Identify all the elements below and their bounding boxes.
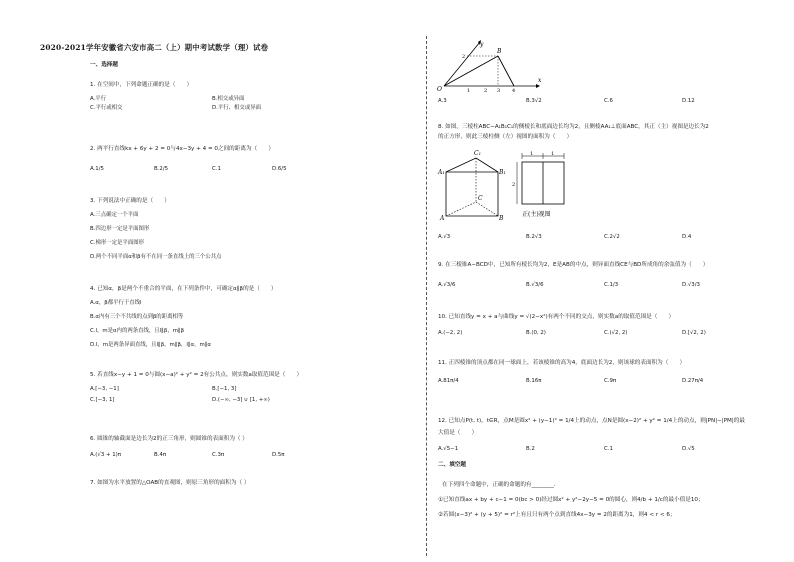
q12-stem-line2: 大值是（ ） <box>438 430 478 436</box>
q7-option-d: D.12 <box>682 98 695 104</box>
q10-option-d: D.[√2, 2) <box>682 330 706 336</box>
q2-option-a: A.1/5 <box>90 166 104 172</box>
q1-option-d: D.平行、相交或异面 <box>212 105 261 111</box>
q9-option-b: B.√3/6 <box>526 282 544 288</box>
q6-option-d: D.5π <box>272 452 285 458</box>
section-choice-heading: 一、选择题 <box>90 62 118 68</box>
q13-statement-1: ①已知直线ax + by + c−1 = 0(bc > 0)经过圆x² + y²−2y−5 = 0的圆心，则4/b + 1/c的最小值是10； <box>438 497 704 503</box>
q12-option-a: A.√5−1 <box>438 446 459 452</box>
q7-stem: 7. 如图为水平放置的△OAB的直观图，则原三角形的面积为（ ） <box>90 480 250 486</box>
q5-stem: 5. 若直线x−y + 1 = 0与圆(x−a)² + y² = 2有公共点，则实数a取值范围是（ ） <box>90 372 303 378</box>
q12-stem-line1: 12. 已知点P(t, t)，t∈R，点M是圆x² + (y−1)² = 1/4上的动点，点N是圆(x−2)² + y² = 1/4上的动点，则|PN|−|PM|的最 <box>438 418 745 424</box>
fig8-caption: 正(主)视图 <box>522 211 551 218</box>
q7-option-b: B.3√2 <box>526 98 542 104</box>
q4-option-b: B.α内有三个不共线的点到β的距离相等 <box>90 314 184 320</box>
q2-stem: 2. 两平行直线kx + 6y + 2 = 0与4x−3y + 4 = 0之间的距离为（ ） <box>90 146 274 152</box>
section-fill-heading: 二、填空题 <box>438 462 466 468</box>
fig8-width-right-label: 1 <box>551 151 555 157</box>
q1-stem: 1. 在空间中，下列命题正确的是（ ） <box>90 82 193 88</box>
q9-option-a: A.√3/6 <box>438 282 456 288</box>
q13-statement-2: ②若圆(x−3)² + (y + 5)² = r²上有且只有两个点到直线4x−3y = 2的距离为1，则4 < r < 6； <box>438 512 676 518</box>
q8-option-a: A.√3 <box>438 234 451 240</box>
fig7-tick-1: 1 <box>467 88 471 92</box>
q1-option-b: B.相交或异面 <box>212 96 245 102</box>
q2-option-b: B.2/5 <box>154 166 169 172</box>
fig8-b1-label: B₁ <box>499 169 506 176</box>
q2-option-d: D.6/5 <box>272 166 287 172</box>
q8-prism-figure <box>436 144 508 224</box>
q3-stem: 3. 下列说法中正确的是（ ） <box>90 198 170 204</box>
q4-option-c: C.l，m是α内的两条直线，且l∥β，m∥β <box>90 328 185 334</box>
q12-option-c: C.1 <box>604 446 613 452</box>
q7-option-c: C.6 <box>604 98 613 104</box>
q5-option-b: B.[−1, 3] <box>212 386 237 392</box>
q10-option-b: B.(0, 2) <box>526 330 546 336</box>
fig7-y-label: y <box>480 41 484 48</box>
q9-option-c: C.1/3 <box>604 282 619 288</box>
q8-stem-line1: 8. 如图，三棱柱ABC−A₁B₁C₁的侧棱长和底面边长均为2，且侧棱AA₁⊥底面ABC，其正（主）视图是边长为2 <box>438 124 709 130</box>
fig7-x-label: x <box>538 77 542 84</box>
q11-option-b: B.16π <box>526 378 542 384</box>
q10-option-a: A.(−2, 2) <box>438 330 463 336</box>
column-divider <box>426 36 427 556</box>
q3-option-c: C.梯形一定是平面图形 <box>90 240 144 246</box>
q6-option-a: A.(√3 + 1)π <box>90 452 121 458</box>
q8-front-view-figure <box>510 150 574 226</box>
fig8-b-label: B <box>499 215 504 222</box>
fig8-width-left-label: 1 <box>530 151 534 157</box>
q10-option-c: C.(√2, 2) <box>604 330 628 336</box>
fig7-y-tick-2: 2 <box>462 54 466 60</box>
q7-oblique-figure <box>434 36 544 92</box>
q9-stem: 9. 在三棱锥A−BCD中，已知所有棱长均为2，E是AB的中点，则异面直线CE与BD所成角的余弦值为（ ） <box>438 262 709 268</box>
q8-stem-line2: 的正方形，则此三棱柱侧（左）视图的面积为（ ） <box>438 134 573 140</box>
q4-option-a: A.α，β都平行于直线l <box>90 300 142 306</box>
q3-option-b: B.四边形一定是平面图形 <box>90 226 150 232</box>
q2-option-c: C.1 <box>212 166 221 172</box>
q11-option-c: C.9π <box>604 378 617 384</box>
q4-option-d: D.l，m是两条异面直线，且l∥β，m∥β，l∥α，m∥α <box>90 342 211 348</box>
q11-option-a: A.81π/4 <box>438 378 459 384</box>
q8-option-d: D.4 <box>682 234 692 240</box>
fig7-origin-label: O <box>437 86 442 92</box>
fig8-a-label: A <box>440 215 445 222</box>
q6-option-c: C.3π <box>212 452 225 458</box>
q8-option-c: C.2√2 <box>604 234 620 240</box>
q6-stem: 6. 圆锥的轴截面是边长为2的正三角形，则圆锥的表面积为（ ） <box>90 436 248 442</box>
fig7-tick-3: 3 <box>497 88 501 92</box>
q5-option-c: C.[−3, 1] <box>90 397 115 403</box>
q12-option-b: B.2 <box>526 446 535 452</box>
q8-option-b: B.2√3 <box>526 234 542 240</box>
fig8-height-label: 2 <box>512 182 516 188</box>
q12-option-d: D.√5 <box>682 446 695 452</box>
q5-option-a: A.[−3, −1] <box>90 386 119 392</box>
q3-option-a: A.三点确定一个平面 <box>90 212 139 218</box>
fig7-tick-4: 4 <box>512 88 516 92</box>
page-title: 2020-2021学年安徽省六安市高二（上）期中考试数学（理）试卷 <box>40 43 269 52</box>
q6-option-b: B.4π <box>154 452 167 458</box>
q7-option-a: A.3 <box>438 98 447 104</box>
fig7-tick-2: 2 <box>484 88 488 92</box>
q11-stem: 11. 正四棱锥的顶点都在同一球面上，若该棱锥的高为4，底面边长为2，则该球的表面积为（ ） <box>438 360 686 366</box>
fig8-a1-label: A₁ <box>438 169 445 176</box>
q1-option-a: A.平行 <box>90 96 107 102</box>
q10-stem: 10. 已知直线y = x + a与曲线y = √(2−x²)有两个不同的交点，则实数a的取值范围是（ ） <box>438 314 675 320</box>
q3-option-d: D.两个不同平面α和β有不在同一条直线上的三个公共点 <box>90 254 222 260</box>
fig7-b-label: B <box>497 48 502 55</box>
q4-stem: 4. 已知α，β是两个不重合的平面，在下列条件中，可确定α∥β的是（ ） <box>90 286 277 292</box>
q5-option-d: D.(−∞, −3] ∪ [1, +∞) <box>212 397 270 403</box>
q11-option-d: D.27π/4 <box>682 378 704 384</box>
q13-stem: 在下列四个命题中，正确的命题的有________. <box>442 482 556 488</box>
fig8-c-label: C <box>478 195 483 202</box>
q1-option-c: C.平行或相交 <box>90 105 123 111</box>
q9-option-d: D.√3/3 <box>682 282 700 288</box>
fig8-c1-label: C₁ <box>474 150 481 157</box>
